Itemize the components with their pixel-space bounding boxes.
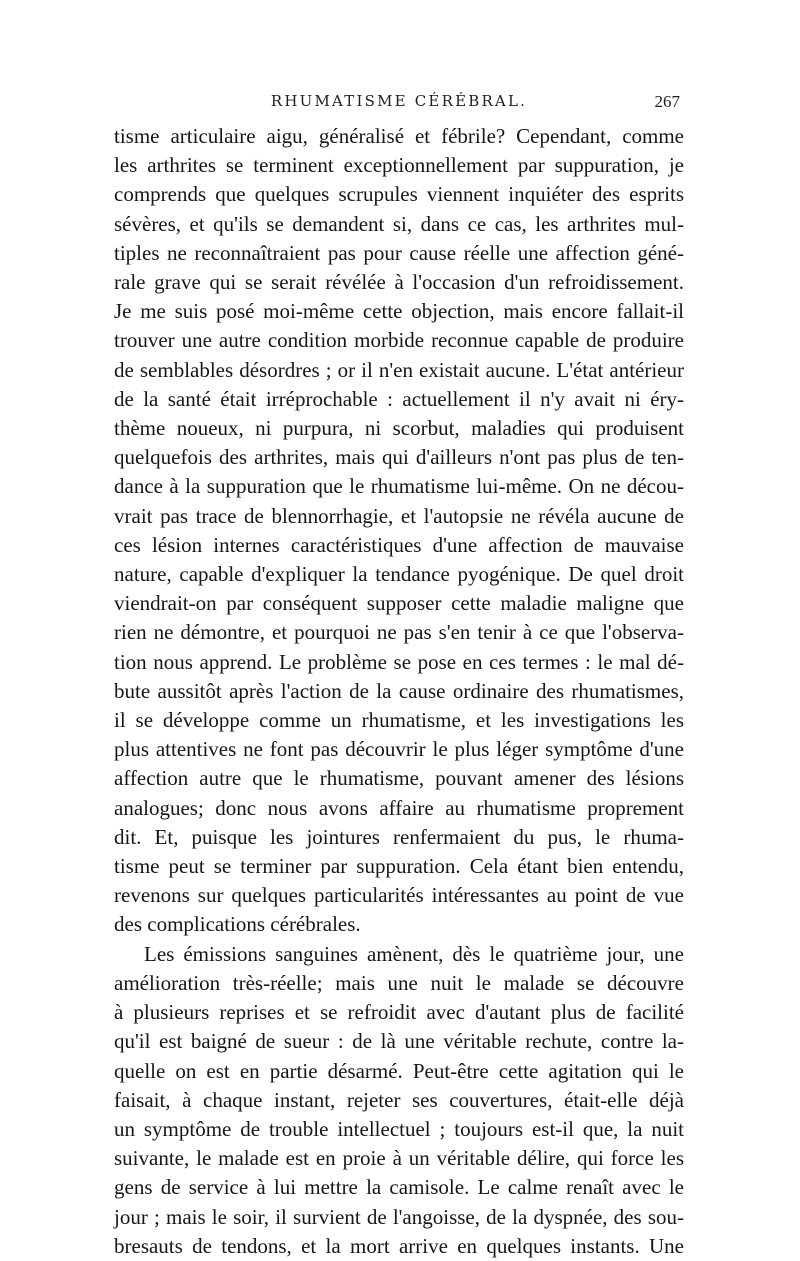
text-line: des complications cérébrales. <box>114 912 361 937</box>
text-line: il se développe comme un rhumatisme, et les investigations les <box>114 708 684 733</box>
paragraph-1 <box>114 122 684 940</box>
text-line: les arthrites se terminent exceptionnellement par suppuration, je <box>114 153 684 178</box>
text-line: sévères, et qu'ils se demandent si, dans ce cas, les arthrites mul- <box>114 211 684 236</box>
text-line: rien ne démontre, et pourquoi ne pas s'en tenir à ce que l'observa- <box>114 620 684 645</box>
text-line: ces lésion internes caractéristiques d'une affection de mauvaise <box>114 532 684 557</box>
text-line: faisait, à chaque instant, rejeter ses couvertures, était-elle déjà <box>114 1087 684 1112</box>
text-line: de semblables désordres ; or il n'en existait aucune. L'état antérieur <box>114 357 684 382</box>
text-line: gens de service à lui mettre la camisole. Le calme renaît avec le <box>114 1175 684 1200</box>
text-line: Je me suis posé moi-même cette objection, mais encore fallait-il <box>114 299 684 324</box>
text-line: comprends que quelques scrupules viennent inquiéter des esprits <box>114 182 684 207</box>
text-line: affection autre que le rhumatisme, pouvant amener des lésions <box>114 766 684 791</box>
text-line: trouver une autre condition morbide reconnue capable de produire <box>114 328 684 353</box>
text-line: vrait pas trace de blennorrhagie, et l'autopsie ne révéla aucune de <box>114 503 684 528</box>
text-line: revenons sur quelques particularités intéressantes au point de vue <box>114 883 684 908</box>
text-line: bresauts de tendons, et la mort arrive en quelques instants. Une <box>114 1233 684 1258</box>
text-line: Les émissions sanguines amènent, dès le quatrième jour, une <box>144 941 684 966</box>
running-title: RHUMATISME CÉRÉBRAL. <box>270 92 528 110</box>
text-line: de la santé était irréprochable : actuellement il n'y avait ni éry- <box>114 386 684 411</box>
text-line: dance à la suppuration que le rhumatisme lui-même. On ne décou- <box>114 474 684 499</box>
text-line: thème noueux, ni purpura, ni scorbut, maladies qui produisent <box>114 416 684 441</box>
text-line: à plusieurs reprises et se refroidit avec d'autant plus de facilité <box>114 1000 684 1025</box>
text-line: tisme articulaire aigu, généralisé et fébrile? Cependant, comme <box>114 124 684 148</box>
text-line: tion nous apprend. Le problème se pose en ces termes : le mal dé- <box>114 649 684 674</box>
page-number: 267 <box>654 92 680 111</box>
text-line: viendrait-on par conséquent supposer cette maladie maligne que <box>114 591 684 616</box>
text-line: tisme peut se terminer par suppuration. Cela étant bien entendu, <box>114 854 684 879</box>
text-line: un symptôme de trouble intellectuel ; toujours est-il que, la nuit <box>114 1116 684 1141</box>
text-line: plus attentives ne font pas découvrir le plus léger symptôme d'une <box>114 737 684 762</box>
paragraph-2 <box>114 940 684 1261</box>
text-line: suivante, le malade est en proie à un véritable délire, qui force les <box>114 1146 684 1171</box>
body-text <box>114 122 684 1261</box>
text-line: quelle on est en partie désarmé. Peut-être cette agitation qui le <box>114 1058 684 1083</box>
text-line: analogues; donc nous avons affaire au rhumatisme proprement <box>114 795 684 820</box>
text-line: dit. Et, puisque les jointures renfermaient du pus, le rhuma- <box>114 824 684 849</box>
text-line: rale grave qui se serait révélée à l'occasion d'un refroidissement. <box>114 270 684 295</box>
running-head <box>118 92 680 122</box>
text-line: bute aussitôt après l'action de la cause ordinaire des rhumatismes, <box>114 678 684 703</box>
text-line: amélioration très-réelle; mais une nuit le malade se découvre <box>114 970 684 995</box>
text-line: tiples ne reconnaîtraient pas pour cause réelle une affection géné- <box>114 240 684 265</box>
text-line: qu'il est baigné de sueur : de là une véritable rechute, contre la- <box>114 1029 684 1054</box>
text-line: nature, capable d'expliquer la tendance pyogénique. De quel droit <box>114 562 684 587</box>
text-line: jour ; mais le soir, il survient de l'angoisse, de la dyspnée, des sou- <box>114 1204 684 1229</box>
text-line: quelquefois des arthrites, mais qui d'ailleurs n'ont pas plus de ten- <box>114 445 684 470</box>
